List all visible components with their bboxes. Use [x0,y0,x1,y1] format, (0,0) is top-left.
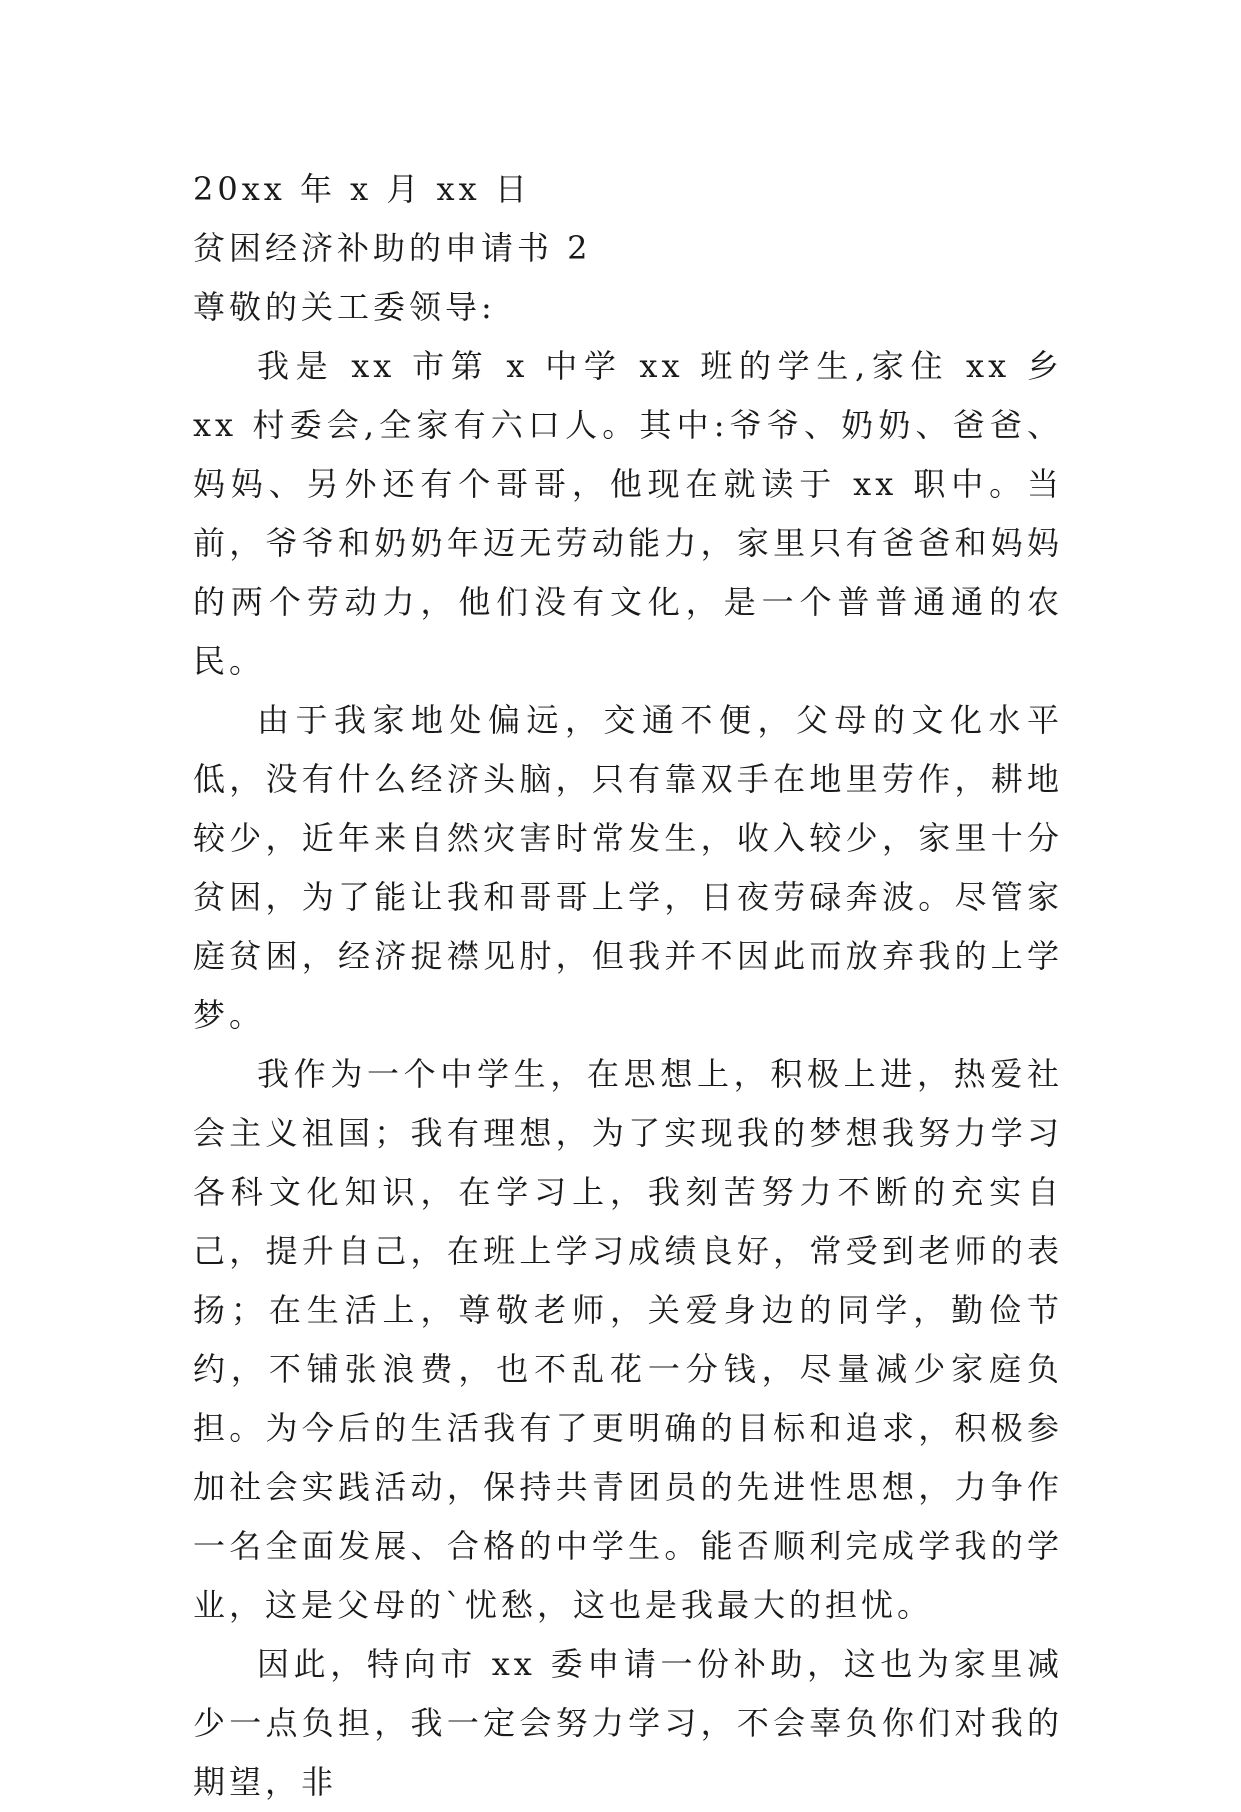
paragraph-family: 我是 xx 市第 x 中学 xx 班的学生,家住 xx 乡 xx 村委会,全家有六口人。其中:爷爷、奶奶、爸爸、妈妈、另外还有个哥哥，他现在就读于 xx 职中。当前，爷爷和奶奶年迈无劳动能力，家里只有爸爸和妈妈的两个劳动力，他们没有文化，是一个普普通通的农民。 [193,347,1063,680]
paragraph-hardship: 由于我家地处偏远，交通不便，父母的文化水平低，没有什么经济头脑，只有靠双手在地里劳作，耕地较少，近年来自然灾害时常发生，收入较少，家里十分贫困，为了能让我和哥哥上学，日夜劳碌奔波。尽管家庭贫困，经济捉襟见肘，但我并不因此而放弃我的上学梦。 [193,701,1063,1034]
paragraph-request: 因此，特向市 xx 委申请一份补助，这也为家里减少一点负担，我一定会努力学习，不会辜负你们对我的期望，非 [193,1645,1063,1801]
document-date: 20xx 年 x 月 xx 日 [193,170,531,208]
salutation: 尊敬的关工委领导: [193,288,496,326]
document-title: 贫困经济补助的申请书 2 [193,229,592,267]
paragraph-self-description: 我作为一个中学生，在思想上，积极上进，热爱社会主义祖国；我有理想，为了实现我的梦想我努力学习各科文化知识，在学习上，我刻苦努力不断的充实自己，提升自己，在班上学习成绩良好，常受到老师的表扬；在生活上，尊敬老师，关爱身边的同学，勤俭节约，不铺张浪费，也不乱花一分钱，尽量减少家庭负担。为今后的生活我有了更明确的目标和追求，积极参加社会实践活动，保持共青团员的先进性思想，力争作一名全面发展、合格的中学生。能否顺利完成学我的学业，这是父母的`忧愁，这也是我最大的担忧。 [193,1055,1063,1624]
document-body [193,160,1063,1812]
